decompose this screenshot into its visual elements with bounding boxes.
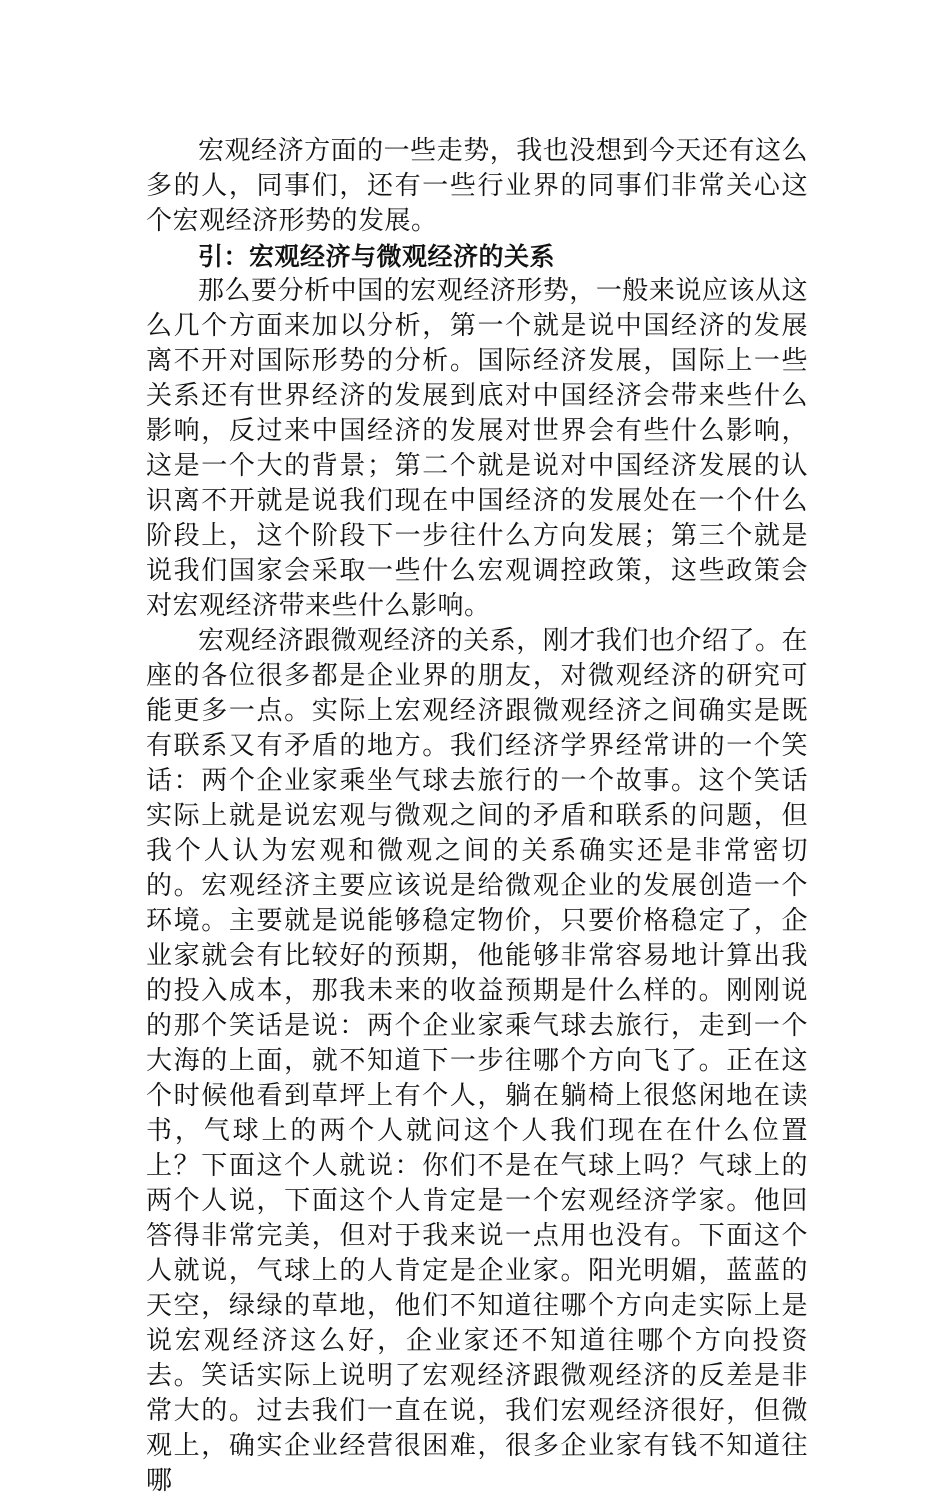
section-heading: 引：宏观经济与微观经济的关系 xyxy=(198,242,556,271)
document-body xyxy=(146,134,808,1499)
paragraph-intro: 宏观经济方面的一些走势，我也没想到今天还有这么多的人，同事们，还有一些行业界的同事们非常关心这个宏观经济形势的发展。 xyxy=(146,136,808,236)
paragraph-macro-micro: 宏观经济跟微观经济的关系，刚才我们也介绍了。在座的各位很多都是企业界的朋友，对微观经济的研究可能更多一点。实际上宏观经济跟微观经济之间确实是既有联系又有矛盾的地方。我们经济学界经常讲的一个笑话：两个企业家乘坐气球去旅行的一个故事。这个笑话实际上就是说宏观与微观之间的矛盾和联系的问题，但我个人认为宏观和微观之间的关系确实还是非常密切的。宏观经济主要应该说是给微观企业的发展创造一个环境。主要就是说能够稳定物价，只要价格稳定了，企业家就会有比较好的预期，他能够非常容易地计算出我的投入成本，那我未来的收益预期是什么样的。刚刚说的那个笑话是说：两个企业家乘气球去旅行，走到一个大海的上面，就不知道下一步往哪个方向飞了。正在这个时候他看到草坪上有个人，躺在躺椅上很悠闲地在读书，气球上的两个人就问这个人我们现在在什么位置上？下面这个人就说：你们不是在气球上吗？气球上的两个人说，下面这个人肯定是一个宏观经济学家。他回答得非常完美，但对于我来说一点用也没有。下面这个人就说，气球上的人肯定是企业家。阳光明媚，蓝蓝的天空，绿绿的草地，他们不知道往哪个方向走实际上是说宏观经济这么好，企业家还不知道往哪个方向投资去。笑话实际上说明了宏观经济跟微观经济的反差是非常大的。过去我们一直在说，我们宏观经济很好，但微观上，确实企业经营很困难，很多企业家有钱不知道往哪 xyxy=(146,626,808,1496)
paragraph-analysis: 那么要分析中国的宏观经济形势，一般来说应该从这么几个方面来加以分析，第一个就是说中国经济的发展离不开对国际形势的分析。国际经济发展，国际上一些关系还有世界经济的发展到底对中国经济会带来些什么影响，反过来中国经济的发展对世界会有些什么影响，这是一个大的背景；第二个就是说对中国经济发展的认识离不开就是说我们现在中国经济的发展处在一个什么阶段上，这个阶段下一步往什么方向发展；第三个就是说我们国家会采取一些什么宏观调控政策，这些政策会对宏观经济带来些什么影响。 xyxy=(146,276,808,621)
